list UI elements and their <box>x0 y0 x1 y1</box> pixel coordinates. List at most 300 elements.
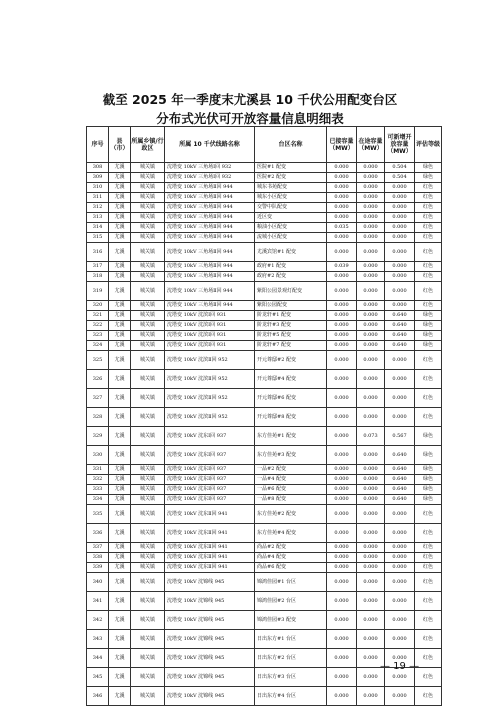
table-row <box>87 213 442 223</box>
cell-col-connected: 0.000 <box>327 649 357 668</box>
cell-col-index: 310 <box>87 183 109 193</box>
cell-col-connected: 0.000 <box>327 282 357 301</box>
cell-col-line: 沈塔变 10kV 沈锦线 945 <box>165 630 255 649</box>
cell-col-area: 尤溪宾馆#1 配变 <box>255 243 327 262</box>
table-row <box>87 475 442 485</box>
table-row <box>87 173 442 183</box>
cell-col-line: 沈塔变 10kV 三角场Ⅱ回 944 <box>165 301 255 311</box>
cell-col-area: 一品#6 配变 <box>255 485 327 495</box>
cell-col-county: 尤溪 <box>109 341 131 351</box>
cell-col-available: 0.000 <box>385 223 415 233</box>
cell-col-available: 0.640 <box>385 475 415 485</box>
cell-col-index: 315 <box>87 233 109 243</box>
cell-col-available: 0.000 <box>385 233 415 243</box>
cell-col-grade: 红色 <box>415 203 442 213</box>
header-col-connected: 已接容量（MW） <box>327 127 357 163</box>
cell-col-pending: 0.000 <box>357 649 385 668</box>
cell-col-connected: 0.000 <box>327 611 357 630</box>
cell-col-town: 城关镇 <box>131 282 165 301</box>
cell-col-area: 日出东方#2 台区 <box>255 649 327 668</box>
cell-col-connected: 0.000 <box>327 408 357 427</box>
cell-col-line: 沈塔变 10kV 沈锦线 945 <box>165 592 255 611</box>
cell-col-available: 0.640 <box>385 446 415 465</box>
cell-col-available: 0.000 <box>385 573 415 592</box>
cell-col-area: 医院#2 配变 <box>255 173 327 183</box>
cell-col-line: 沈塔变 10kV 三角场Ⅱ回 944 <box>165 262 255 272</box>
cell-col-town: 城关镇 <box>131 203 165 213</box>
cell-col-county: 尤溪 <box>109 243 131 262</box>
cell-col-grade: 红色 <box>415 213 442 223</box>
cell-col-connected: 0.000 <box>327 668 357 687</box>
cell-col-pending: 0.000 <box>357 173 385 183</box>
cell-col-area: 紫阳公园配变 <box>255 301 327 311</box>
cell-col-line: 沈塔变 10kV 沈东Ⅰ回 937 <box>165 485 255 495</box>
cell-col-area: 粮油小区配变 <box>255 223 327 233</box>
cell-col-available: 0.000 <box>385 687 415 706</box>
cell-col-grade: 绿色 <box>415 465 442 475</box>
cell-col-town: 城关镇 <box>131 408 165 427</box>
cell-col-index: 346 <box>87 687 109 706</box>
cell-col-area: 日出东方#3 台区 <box>255 668 327 687</box>
cell-col-grade: 红色 <box>415 351 442 370</box>
cell-col-grade: 红色 <box>415 611 442 630</box>
cell-col-line: 沈塔变 10kV 沈锦线 945 <box>165 573 255 592</box>
cell-col-available: 0.000 <box>385 592 415 611</box>
cell-col-line: 沈塔变 10kV 沈东Ⅱ回 941 <box>165 553 255 563</box>
cell-col-town: 城关镇 <box>131 213 165 223</box>
cell-col-area: 尚品#4 配变 <box>255 553 327 563</box>
header-col-pending: 在途容量（MW） <box>357 127 385 163</box>
cell-col-pending: 0.000 <box>357 223 385 233</box>
cell-col-town: 城关镇 <box>131 243 165 262</box>
cell-col-pending: 0.000 <box>357 495 385 505</box>
cell-col-available: 0.000 <box>385 553 415 563</box>
table-row <box>87 370 442 389</box>
cell-col-index: 341 <box>87 592 109 611</box>
cell-col-pending: 0.000 <box>357 446 385 465</box>
cell-col-town: 城关镇 <box>131 495 165 505</box>
cell-col-line: 沈塔变 10kV 沈锦线 945 <box>165 611 255 630</box>
cell-col-town: 城关镇 <box>131 331 165 341</box>
cell-col-pending: 0.000 <box>357 282 385 301</box>
cell-col-grade: 绿色 <box>415 311 442 321</box>
cell-col-connected: 0.000 <box>327 485 357 495</box>
cell-col-connected: 0.000 <box>327 573 357 592</box>
cell-col-line: 沈塔变 10kV 三角场Ⅱ回 944 <box>165 272 255 282</box>
cell-col-index: 314 <box>87 223 109 233</box>
cell-col-connected: 0.000 <box>327 203 357 213</box>
cell-col-pending: 0.000 <box>357 465 385 475</box>
cell-col-area: 锦鸿佳园#2 台区 <box>255 592 327 611</box>
cell-col-available: 0.640 <box>385 311 415 321</box>
cell-col-line: 沈塔变 10kV 沈锦线 945 <box>165 668 255 687</box>
cell-col-pending: 0.000 <box>357 475 385 485</box>
cell-col-county: 尤溪 <box>109 351 131 370</box>
cell-col-pending: 0.000 <box>357 573 385 592</box>
cell-col-connected: 0.000 <box>327 563 357 573</box>
table-row <box>87 262 442 272</box>
cell-col-pending: 0.000 <box>357 213 385 223</box>
cell-col-line: 沈塔变 10kV 沈滨Ⅱ回 952 <box>165 370 255 389</box>
cell-col-connected: 0.000 <box>327 341 357 351</box>
cell-col-available: 0.000 <box>385 543 415 553</box>
cell-col-index: 309 <box>87 173 109 183</box>
cell-col-connected: 0.000 <box>327 351 357 370</box>
table-row <box>87 272 442 282</box>
cell-col-line: 沈塔变 10kV 三角场Ⅰ回 932 <box>165 173 255 183</box>
cell-col-town: 城关镇 <box>131 262 165 272</box>
cell-col-county: 尤溪 <box>109 611 131 630</box>
cell-col-county: 尤溪 <box>109 301 131 311</box>
cell-col-area: 政府#2 配变 <box>255 272 327 282</box>
cell-col-area: 交警中队配变 <box>255 203 327 213</box>
cell-col-town: 城关镇 <box>131 301 165 311</box>
cell-col-connected: 0.000 <box>327 173 357 183</box>
cell-col-index: 326 <box>87 370 109 389</box>
cell-col-town: 城关镇 <box>131 485 165 495</box>
cell-col-town: 城关镇 <box>131 311 165 321</box>
header-col-town: 所属乡镇/行政区 <box>131 127 165 163</box>
cell-col-connected: 0.000 <box>327 272 357 282</box>
cell-col-county: 尤溪 <box>109 668 131 687</box>
cell-col-available: 0.640 <box>385 341 415 351</box>
cell-col-index: 319 <box>87 282 109 301</box>
cell-col-index: 333 <box>87 485 109 495</box>
cell-col-line: 沈塔变 10kV 三角场Ⅱ回 944 <box>165 193 255 203</box>
cell-col-pending: 0.000 <box>357 331 385 341</box>
cell-col-pending: 0.000 <box>357 543 385 553</box>
table-row <box>87 311 442 321</box>
cell-col-index: 328 <box>87 408 109 427</box>
cell-col-connected: 0.000 <box>327 233 357 243</box>
table-row <box>87 563 442 573</box>
cell-col-area: 东方佳苑#3 配变 <box>255 446 327 465</box>
table-row <box>87 408 442 427</box>
cell-col-index: 313 <box>87 213 109 223</box>
cell-col-town: 城关镇 <box>131 183 165 193</box>
cell-col-area: 锦鸿佳园#3 配变 <box>255 611 327 630</box>
cell-col-connected: 0.000 <box>327 389 357 408</box>
cell-col-index: 321 <box>87 311 109 321</box>
cell-col-index: 340 <box>87 573 109 592</box>
cell-col-pending: 0.000 <box>357 485 385 495</box>
cell-col-county: 尤溪 <box>109 573 131 592</box>
cell-col-available: 0.000 <box>385 282 415 301</box>
cell-col-available: 0.000 <box>385 272 415 282</box>
cell-col-connected: 0.000 <box>327 427 357 446</box>
cell-col-pending: 0.000 <box>357 341 385 351</box>
cell-col-available: 0.000 <box>385 563 415 573</box>
capacity-table <box>86 126 442 706</box>
cell-col-grade: 红色 <box>415 505 442 524</box>
header-col-county: 县（市） <box>109 127 131 163</box>
cell-col-pending: 0.000 <box>357 553 385 563</box>
cell-col-available: 0.000 <box>385 351 415 370</box>
cell-col-county: 尤溪 <box>109 311 131 321</box>
cell-col-pending: 0.000 <box>357 687 385 706</box>
cell-col-pending: 0.000 <box>357 630 385 649</box>
cell-col-connected: 0.000 <box>327 370 357 389</box>
cell-col-index: 334 <box>87 495 109 505</box>
cell-col-connected: 0.000 <box>327 465 357 475</box>
cell-col-area: 东方佳苑#1 配变 <box>255 427 327 446</box>
table-row <box>87 331 442 341</box>
cell-col-index: 329 <box>87 427 109 446</box>
cell-col-area: 一品#4 配变 <box>255 475 327 485</box>
cell-col-grade: 绿色 <box>415 475 442 485</box>
cell-col-index: 332 <box>87 475 109 485</box>
cell-col-town: 城关镇 <box>131 573 165 592</box>
cell-col-pending: 0.000 <box>357 193 385 203</box>
table-header-row <box>87 127 442 163</box>
cell-col-town: 城关镇 <box>131 563 165 573</box>
cell-col-line: 沈塔变 10kV 沈锦线 945 <box>165 687 255 706</box>
cell-col-line: 沈塔变 10kV 沈滨Ⅱ回 952 <box>165 408 255 427</box>
cell-col-area: 开元尊邸#2 配变 <box>255 351 327 370</box>
cell-col-line: 沈塔变 10kV 三角场Ⅱ回 944 <box>165 282 255 301</box>
cell-col-line: 沈塔变 10kV 三角场Ⅱ回 944 <box>165 183 255 193</box>
cell-col-area: 流城小区配变 <box>255 233 327 243</box>
cell-col-town: 城关镇 <box>131 223 165 233</box>
cell-col-town: 城关镇 <box>131 272 165 282</box>
cell-col-line: 沈塔变 10kV 沈东Ⅰ回 937 <box>165 427 255 446</box>
cell-col-area: 医院#1 配变 <box>255 163 327 173</box>
cell-col-pending: 0.000 <box>357 389 385 408</box>
cell-col-index: 339 <box>87 563 109 573</box>
table-row <box>87 233 442 243</box>
cell-col-line: 沈塔变 10kV 沈东Ⅰ回 937 <box>165 495 255 505</box>
cell-col-line: 沈塔变 10kV 沈东Ⅱ回 941 <box>165 563 255 573</box>
table-row <box>87 573 442 592</box>
cell-col-grade: 红色 <box>415 649 442 668</box>
table-row <box>87 183 442 193</box>
cell-col-county: 尤溪 <box>109 553 131 563</box>
cell-col-town: 城关镇 <box>131 553 165 563</box>
cell-col-line: 沈塔变 10kV 三角场Ⅱ回 944 <box>165 243 255 262</box>
cell-col-area: 城东书苑配变 <box>255 183 327 193</box>
cell-col-line: 沈塔变 10kV 沈滨Ⅱ回 952 <box>165 351 255 370</box>
cell-col-town: 城关镇 <box>131 524 165 543</box>
cell-col-grade: 红色 <box>415 193 442 203</box>
cell-col-connected: 0.000 <box>327 543 357 553</box>
cell-col-area: 近区变 <box>255 213 327 223</box>
cell-col-pending: 0.000 <box>357 163 385 173</box>
cell-col-county: 尤溪 <box>109 213 131 223</box>
cell-col-available: 0.000 <box>385 213 415 223</box>
cell-col-area: 东方佳苑#2 配变 <box>255 505 327 524</box>
cell-col-index: 331 <box>87 465 109 475</box>
cell-col-available: 0.000 <box>385 611 415 630</box>
cell-col-connected: 0.000 <box>327 321 357 331</box>
cell-col-available: 0.504 <box>385 173 415 183</box>
cell-col-available: 0.000 <box>385 370 415 389</box>
cell-col-grade: 红色 <box>415 389 442 408</box>
cell-col-available: 0.567 <box>385 427 415 446</box>
cell-col-grade: 绿色 <box>415 173 442 183</box>
table-row <box>87 630 442 649</box>
cell-col-grade: 红色 <box>415 262 442 272</box>
cell-col-available: 0.000 <box>385 524 415 543</box>
cell-col-county: 尤溪 <box>109 505 131 524</box>
table-row <box>87 223 442 233</box>
cell-col-available: 0.000 <box>385 183 415 193</box>
cell-col-connected: 0.000 <box>327 331 357 341</box>
cell-col-grade: 红色 <box>415 223 442 233</box>
cell-col-area: 政府#1 配变 <box>255 262 327 272</box>
cell-col-available: 0.000 <box>385 630 415 649</box>
cell-col-pending: 0.000 <box>357 272 385 282</box>
table-row <box>87 351 442 370</box>
table-row <box>87 282 442 301</box>
cell-col-available: 0.000 <box>385 301 415 311</box>
cell-col-line: 沈塔变 10kV 沈滨Ⅰ回 931 <box>165 331 255 341</box>
cell-col-index: 311 <box>87 193 109 203</box>
cell-col-town: 城关镇 <box>131 543 165 553</box>
table-row <box>87 611 442 630</box>
cell-col-index: 327 <box>87 389 109 408</box>
cell-col-area: 城东小区配变 <box>255 193 327 203</box>
cell-col-town: 城关镇 <box>131 630 165 649</box>
cell-col-index: 308 <box>87 163 109 173</box>
cell-col-connected: 0.000 <box>327 311 357 321</box>
cell-col-town: 城关镇 <box>131 465 165 475</box>
cell-col-county: 尤溪 <box>109 630 131 649</box>
cell-col-connected: 0.000 <box>327 524 357 543</box>
cell-col-grade: 绿色 <box>415 163 442 173</box>
table-row <box>87 301 442 311</box>
cell-col-grade: 绿色 <box>415 495 442 505</box>
cell-col-town: 城关镇 <box>131 446 165 465</box>
cell-col-grade: 红色 <box>415 243 442 262</box>
table-row <box>87 687 442 706</box>
cell-col-town: 城关镇 <box>131 193 165 203</box>
cell-col-connected: 0.000 <box>327 243 357 262</box>
cell-col-grade: 红色 <box>415 592 442 611</box>
cell-col-area: 阶龙轩#7 配变 <box>255 341 327 351</box>
cell-col-grade: 红色 <box>415 687 442 706</box>
cell-col-town: 城关镇 <box>131 427 165 446</box>
cell-col-town: 城关镇 <box>131 649 165 668</box>
cell-col-grade: 红色 <box>415 630 442 649</box>
cell-col-available: 0.000 <box>385 668 415 687</box>
cell-col-index: 343 <box>87 630 109 649</box>
cell-col-town: 城关镇 <box>131 351 165 370</box>
cell-col-connected: 0.000 <box>327 687 357 706</box>
cell-col-area: 尚品#2 配变 <box>255 543 327 553</box>
cell-col-index: 335 <box>87 505 109 524</box>
cell-col-available: 0.000 <box>385 649 415 668</box>
cell-col-available: 0.504 <box>385 163 415 173</box>
cell-col-line: 沈塔变 10kV 沈东Ⅱ回 941 <box>165 543 255 553</box>
cell-col-line: 沈塔变 10kV 沈东Ⅰ回 937 <box>165 475 255 485</box>
cell-col-area: 开元尊邸#8 配变 <box>255 408 327 427</box>
cell-col-grade: 红色 <box>415 301 442 311</box>
cell-col-town: 城关镇 <box>131 505 165 524</box>
cell-col-area: 阶龙轩#3 配变 <box>255 321 327 331</box>
cell-col-pending: 0.000 <box>357 311 385 321</box>
cell-col-grade: 绿色 <box>415 446 442 465</box>
cell-col-grade: 红色 <box>415 233 442 243</box>
cell-col-area: 一品#2 配变 <box>255 465 327 475</box>
cell-col-grade: 红色 <box>415 573 442 592</box>
cell-col-index: 312 <box>87 203 109 213</box>
cell-col-county: 尤溪 <box>109 233 131 243</box>
cell-col-line: 沈塔变 10kV 沈东Ⅰ回 937 <box>165 465 255 475</box>
cell-col-town: 城关镇 <box>131 668 165 687</box>
cell-col-line: 沈塔变 10kV 三角场Ⅱ回 944 <box>165 223 255 233</box>
cell-col-grade: 红色 <box>415 408 442 427</box>
table-row <box>87 485 442 495</box>
table-row <box>87 446 442 465</box>
cell-col-pending: 0.000 <box>357 505 385 524</box>
cell-col-grade: 红色 <box>415 272 442 282</box>
cell-col-connected: 0.000 <box>327 183 357 193</box>
cell-col-grade: 红色 <box>415 524 442 543</box>
cell-col-index: 345 <box>87 668 109 687</box>
cell-col-town: 城关镇 <box>131 611 165 630</box>
cell-col-grade: 红色 <box>415 553 442 563</box>
cell-col-county: 尤溪 <box>109 321 131 331</box>
cell-col-index: 344 <box>87 649 109 668</box>
cell-col-area: 一品#8 配变 <box>255 495 327 505</box>
cell-col-town: 城关镇 <box>131 341 165 351</box>
cell-col-town: 城关镇 <box>131 163 165 173</box>
cell-col-connected: 0.000 <box>327 505 357 524</box>
cell-col-town: 城关镇 <box>131 173 165 183</box>
cell-col-area: 阶龙轩#1 配变 <box>255 311 327 321</box>
cell-col-pending: 0.000 <box>357 321 385 331</box>
cell-col-pending: 0.000 <box>357 301 385 311</box>
cell-col-connected: 0.000 <box>327 213 357 223</box>
cell-col-county: 尤溪 <box>109 475 131 485</box>
cell-col-county: 尤溪 <box>109 173 131 183</box>
cell-col-available: 0.000 <box>385 203 415 213</box>
cell-col-area: 开元尊邸#4 配变 <box>255 370 327 389</box>
cell-col-pending: 0.000 <box>357 262 385 272</box>
cell-col-county: 尤溪 <box>109 193 131 203</box>
cell-col-town: 城关镇 <box>131 389 165 408</box>
cell-col-grade: 红色 <box>415 183 442 193</box>
cell-col-grade: 绿色 <box>415 331 442 341</box>
table-row <box>87 427 442 446</box>
document-title-line1: 截至 2025 年一季度末尤溪县 10 千伏公用配变台区 <box>102 92 398 107</box>
header-col-index: 序号 <box>87 127 109 163</box>
cell-col-area: 紫阳公园景观灯配变 <box>255 282 327 301</box>
table-row <box>87 321 442 331</box>
cell-col-available: 0.640 <box>385 465 415 475</box>
cell-col-connected: 0.000 <box>327 592 357 611</box>
cell-col-county: 尤溪 <box>109 446 131 465</box>
cell-col-available: 0.000 <box>385 193 415 203</box>
cell-col-town: 城关镇 <box>131 321 165 331</box>
cell-col-index: 323 <box>87 331 109 341</box>
table-row <box>87 203 442 213</box>
cell-col-county: 尤溪 <box>109 183 131 193</box>
cell-col-connected: 0.000 <box>327 446 357 465</box>
cell-col-county: 尤溪 <box>109 389 131 408</box>
header-col-line: 所属 10 千伏线路名称 <box>165 127 255 163</box>
cell-col-index: 317 <box>87 262 109 272</box>
cell-col-available: 0.640 <box>385 485 415 495</box>
cell-col-county: 尤溪 <box>109 485 131 495</box>
cell-col-connected: 0.000 <box>327 495 357 505</box>
cell-col-index: 338 <box>87 553 109 563</box>
cell-col-line: 沈塔变 10kV 三角场Ⅰ回 932 <box>165 163 255 173</box>
cell-col-line: 沈塔变 10kV 沈滨Ⅰ回 931 <box>165 341 255 351</box>
document-title-line2: 分布式光伏可开放容量信息明细表 <box>156 111 344 126</box>
cell-col-area: 阶龙轩#5 配变 <box>255 331 327 341</box>
cell-col-pending: 0.000 <box>357 563 385 573</box>
